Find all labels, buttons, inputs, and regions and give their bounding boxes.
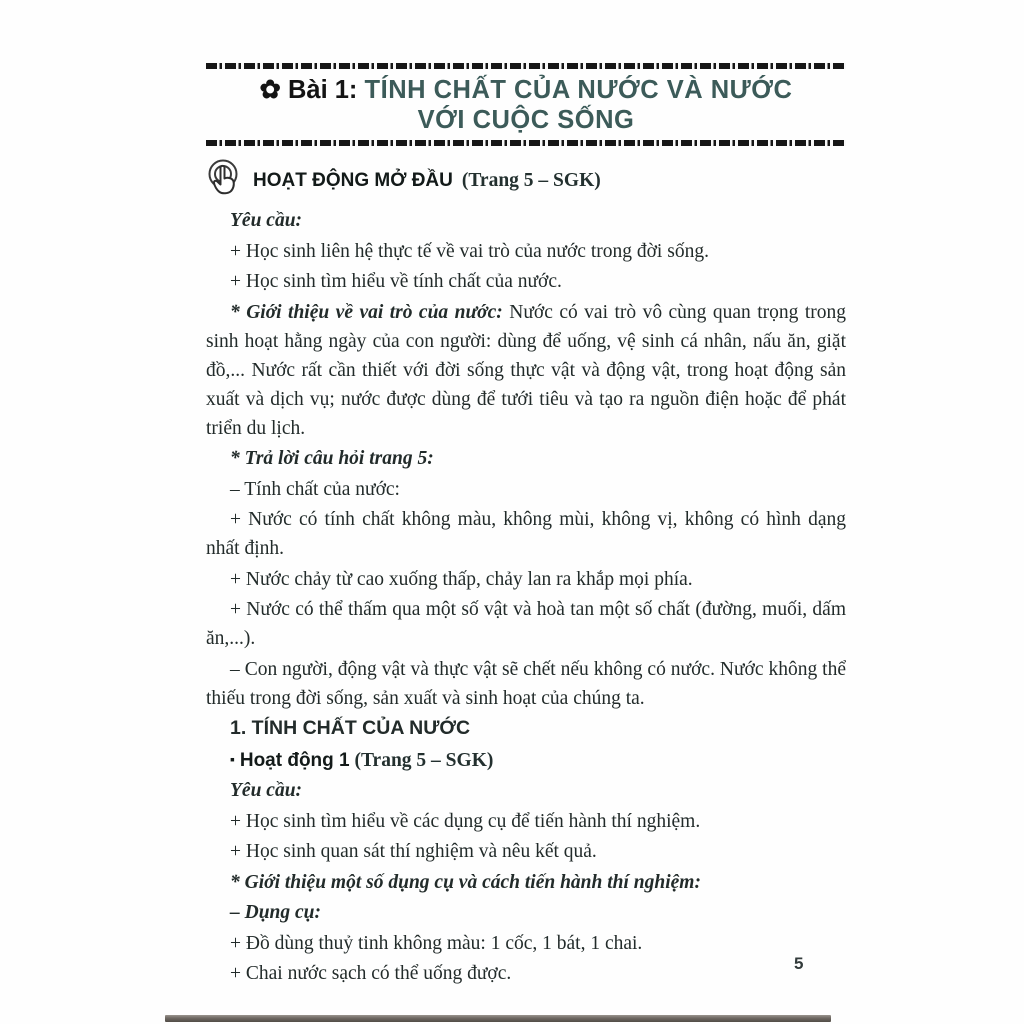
opening-requirement-item: + Học sinh tìm hiểu về tính chất của nước. [230,271,562,292]
answer-item: – Con người, động vật và thực vật sẽ chết nếu không có nước. Nước không thể thiếu trong đời sống, sản xuất và sinh hoạt của chúng ta. [206,658,846,709]
lesson-title-line2: VỚI CUỘC SỐNG [417,106,635,134]
title-bottom-dashed-rule [206,140,846,146]
page-content-column [206,63,846,990]
opening-activity-heading [202,158,846,204]
title-top-dashed-rule [206,63,846,69]
section1-intro-lead: * Giới thiệu một số dụng cụ và cách tiến hành thí nghiệm: [230,871,701,893]
section1-activity-heading: ▪ Hoạt động 1 (Trang 5 – SGK) [230,749,494,771]
answer-item: + Nước có thể thấm qua một số vật và hoà tan một số chất (đường, muối, dấm ăn,...). [206,599,846,649]
answer-item: – Tính chất của nước: [230,478,400,500]
square-bullet-icon: ▪ [230,750,235,767]
tap-hand-icon [202,158,244,204]
opening-requirement-label: Yêu cầu: [230,210,303,231]
section1-requirement-item: + Học sinh quan sát thí nghiệm và nêu kết quả. [230,841,597,862]
section1-tools-label: – Dụng cụ: [230,902,322,923]
lesson-title-line1 [206,75,846,105]
section1-requirement-label: Yêu cầu: [230,780,303,801]
page-number: 5 [794,954,804,973]
page-bottom-edge-bar [165,1015,831,1022]
answer-item: + Nước có tính chất không màu, không mùi, không vị, không có hình dạng nhất định. [206,509,846,559]
opening-activity-page-ref: (Trang 5 – SGK) [461,170,601,191]
section1-requirement-item: + Học sinh tìm hiểu về các dụng cụ để tiến hành thí nghiệm. [230,810,701,832]
lesson-number: Bài 1: [287,76,358,104]
opening-requirement-item: + Học sinh liên hệ thực tế về vai trò của nước trong đời sống. [230,240,709,262]
answer-item: + Nước chảy từ cao xuống thấp, chảy lan ra khắp mọi phía. [230,568,693,590]
section1-tool-item: + Đồ dùng thuỷ tinh không màu: 1 cốc, 1 bát, 1 chai. [230,932,643,954]
section1-heading: 1. TÍNH CHẤT CỦA NƯỚC [230,717,471,739]
flower-icon: ✿ [259,76,281,104]
role-intro-paragraph: * Giới thiệu về vai trò của nước: Nước có vai trò vô cùng quan trọng trong sinh hoạt hằng ngày của con người: dùng để uống, vệ sinh cá nhân, nấu ăn, giặt đồ,... Nước rất cần thiết với đời sống thực vật và động vật, trong hoạt động sản xuất và dịch vụ; nước được dùng để tưới tiêu và tạo ra nguồn điện hoặc để phát triển du lịch. [206,301,847,439]
section1-tool-item: + Chai nước sạch có thể uống được. [230,963,512,984]
lesson-title [206,75,846,135]
answer-lead: * Trả lời câu hỏi trang 5: [230,448,434,469]
lesson-title-text: TÍNH CHẤT CỦA NƯỚC VÀ NƯỚC [364,76,793,104]
opening-activity-title: HOẠT ĐỘNG MỞ ĐẦU [253,170,453,191]
